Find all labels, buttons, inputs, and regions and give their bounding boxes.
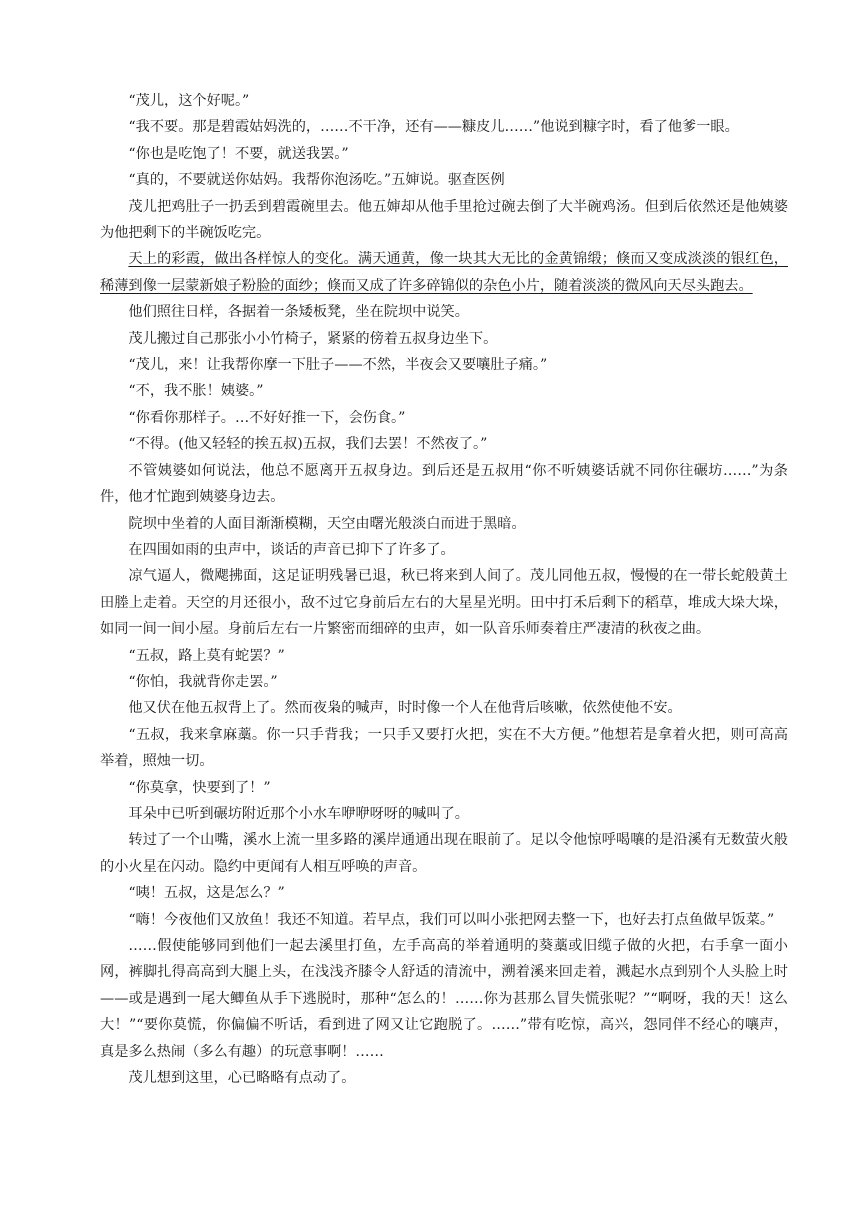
paragraph: 耳朵中已听到碾坊附近那个小水车咿咿呀呀的喊叫了。 bbox=[128, 805, 469, 822]
paragraph: “咦！五叔，这是怎么？” bbox=[128, 885, 285, 902]
paragraph: “茂儿，来！让我帮你摩一下肚子——不然，半夜会又要嚷肚子痛。” bbox=[128, 357, 548, 374]
paragraph: “不，我不胀！姨婆。” bbox=[128, 383, 264, 400]
paragraph: “不得。(他又轻轻的挨五叔)五叔，我们去罢！不然夜了。” bbox=[128, 436, 488, 453]
paragraph: 茂儿搬过自己那张小小竹椅子，紧紧的傍着五叔身边坐下。 bbox=[128, 330, 498, 347]
paragraph: “你莫拿，快要到了！” bbox=[128, 779, 271, 796]
paragraph: “你也是吃饱了！不要，就送我罢。” bbox=[128, 145, 349, 162]
paragraph: “嗨！今夜他们又放鱼！我还不知道。若早点，我们可以叫小张把网去整一下，也好去打点鱼做早饭菜。” bbox=[128, 911, 775, 928]
paragraph: 院坝中坐着的人面目渐渐模糊，天空由曙光般淡白而进于黑暗。 bbox=[128, 515, 526, 532]
paragraph: “五叔，我来拿麻藁。你一只手背我；一只手又要打火把，实在不大方便。”他想若是拿着火把，则可高高举着，照烛一切。 bbox=[100, 726, 788, 770]
paragraph: 他们照往日样，各据着一条矮板凳，坐在院坝中说笑。 bbox=[128, 304, 469, 321]
underlined-paragraph: 天上的彩霞，做出各样惊人的变化。满天通黄，像一块其大无比的金黄锦缎；倏而又变成淡淡的银红色，稀薄到像一层蒙新娘子粉脸的面纱；倏而又成了许多碎锦似的杂色小片，随着淡淡的微风向天尽头跑去。 bbox=[100, 251, 788, 294]
paragraph: 茂儿想到这里，心已略略有点动了。 bbox=[128, 1070, 356, 1087]
paragraph: “你看你那样子。…不好好推一下，会伤食。” bbox=[128, 409, 406, 426]
paragraph: “你怕，我就背你走罢。” bbox=[128, 673, 278, 690]
paragraph: 茂儿把鸡肚子一扔丢到碧霞碗里去。他五婶却从他手里抢过碗去倒了大半碗鸡汤。但到后依然还是他姨婆为他把剩下的半碗饭吃完。 bbox=[100, 198, 788, 242]
paragraph: “五叔，路上莫有蛇罢？” bbox=[128, 647, 285, 664]
paragraph: 凉气逼人，微飔拂面，这足证明残暑已退，秋已将来到人间了。茂儿同他五叔，慢慢的在一带长蛇般黄土田塍上走着。天空的月还很小，敌不过它身前后左右的大星星光明。田中打禾后剩下的稻草，堆成大垛大垛，如同一间一间小屋。身前后左右一片繁密而细碎的虫声，如一队音乐师奏着庄严凄清的秋夜之曲。 bbox=[100, 568, 788, 638]
paragraph: “真的，不要就送你姑妈。我帮你泡汤吃。”五婶说。驱查医例 bbox=[128, 172, 505, 189]
paragraph: 他又伏在他五叔背上了。然而夜枭的喊声，时时像一个人在他背后咳嗽，依然使他不安。 bbox=[128, 700, 682, 717]
paragraph: 转过了一个山嘴，溪水上流一里多路的溪岸通通出现在眼前了。足以令他惊呼喝嚷的是沿溪有无数萤火般的小火星在闪动。隐约中更闻有人相互呼唤的声音。 bbox=[100, 832, 788, 875]
paragraph: 不管姨婆如何说法，他总不愿离开五叔身边。到后还是五叔用“你不听姨婆话就不同你往碾坊……”为条件，他才忙跑到姨婆身边去。 bbox=[100, 462, 788, 506]
paragraph: ……假使能够同到他们一起去溪里打鱼，左手高高的举着通明的葵藁或旧缆子做的火把，右手拿一面小网，裤脚扎得高高到大腿上头，在浅浅齐膝令人舒适的清流中，溯着溪来回走着，溅起水点到别个人头脸上时——或是遇到一尾大鲫鱼从手下逃脱时，那种“怎么的！……你为甚那么冒失慌张呢？”“啊呀，我的天！这么大！”“要你莫慌，你偏偏不听话，看到进了网又让它跑脱了。……”带有吃惊，高兴，怨同伴不经心的嚷声，真是多么热闹（多么有趣）的玩意事啊！…… bbox=[100, 938, 788, 1060]
paragraph: “茂儿，这个好呢。” bbox=[128, 93, 250, 109]
paragraph: 在四围如雨的虫声中，谈话的声音已抑下了许多了。 bbox=[128, 541, 455, 558]
paragraph: “我不要。那是碧霞姑妈洗的，……不干净，还有——糠皮儿……”他说到糠字时，看了他爹一眼。 bbox=[128, 119, 739, 136]
